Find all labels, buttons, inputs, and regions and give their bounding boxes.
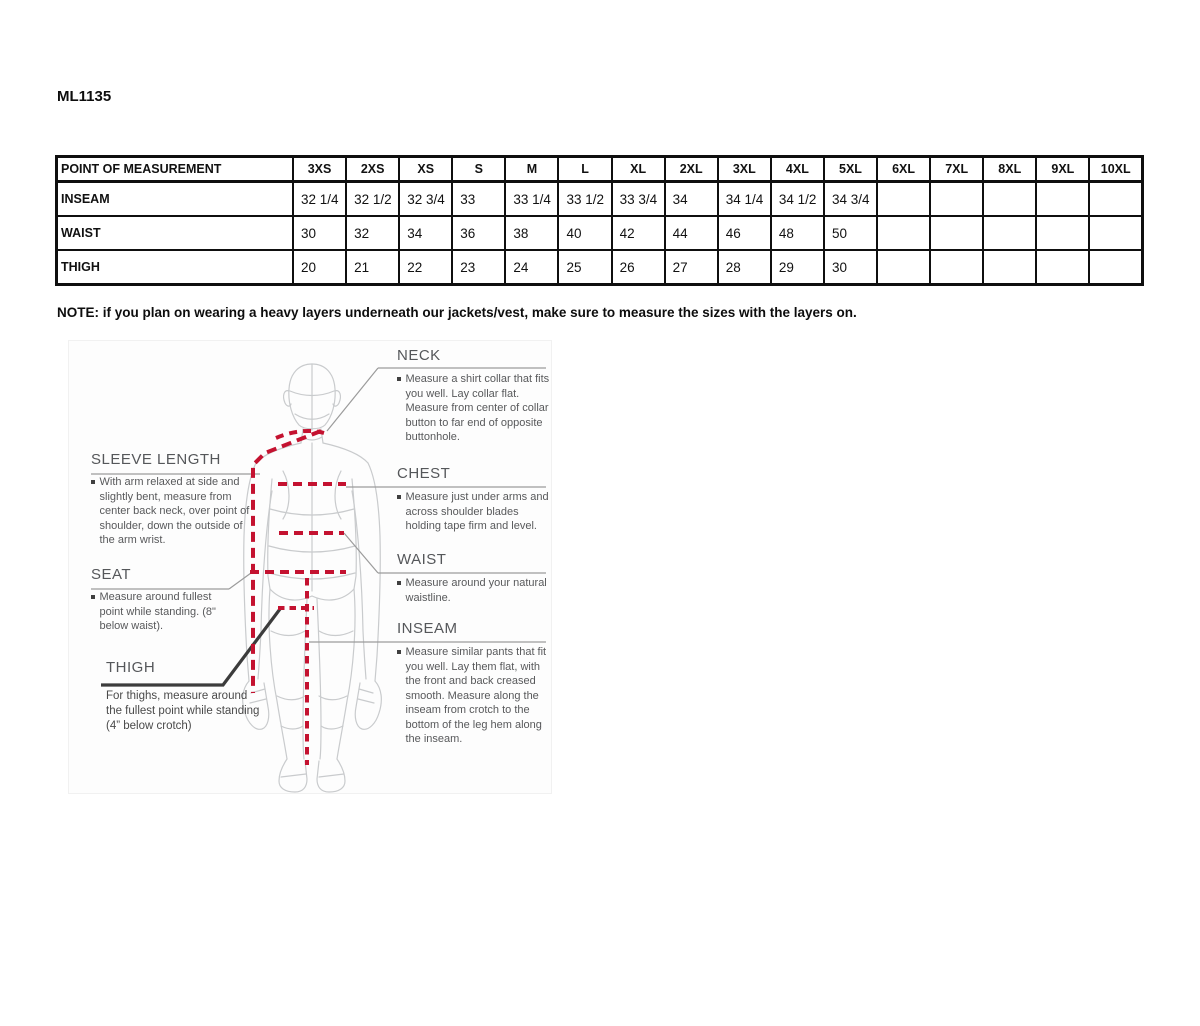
measurement-cell: 25	[558, 250, 611, 285]
seat-description: Measure around fullest point while standing. (8" below waist).	[99, 591, 216, 632]
measurement-cell: 34	[665, 182, 718, 217]
neck-annotation	[397, 347, 551, 445]
measurement-cell	[877, 250, 930, 285]
sleeve-length-description: With arm relaxed at side and slightly bent, measure from center back neck, over point of shoulder, down the outside of the arm wrist.	[99, 476, 250, 546]
waist-description: Measure around your natural waistline.	[405, 577, 547, 604]
measurement-cell	[1036, 182, 1089, 217]
measurement-cell: 44	[665, 216, 718, 250]
bullet-icon	[397, 377, 401, 381]
sleeve-length-annotation	[91, 451, 257, 548]
measurement-cell: 36	[452, 216, 505, 250]
chest-description: Measure just under arms and across shoulder blades holding tape firm and level.	[405, 491, 549, 532]
measurement-cell	[930, 250, 983, 285]
column-header-3xs: 3XS	[293, 157, 346, 182]
inseam-label: INSEAM	[397, 620, 458, 637]
column-header-2xl: 2XL	[665, 157, 718, 182]
bullet-icon	[397, 650, 401, 654]
mannequin-outline	[243, 364, 382, 792]
measurement-cell: 32	[346, 216, 399, 250]
waist-connector-line	[344, 533, 378, 573]
measurement-cell: 32 3/4	[399, 182, 452, 217]
measurement-cell	[983, 250, 1036, 285]
inseam-description: Measure similar pants that fit you well. Lay them flat, with the front and back creased smooth. Measure along the inseam from crotch to the bottom of the leg hem along the inseam.	[405, 646, 547, 745]
chest-label: CHEST	[397, 465, 451, 482]
column-header-point-of-measurement: POINT OF MEASUREMENT	[57, 157, 294, 182]
measurement-cell: 33 1/2	[558, 182, 611, 217]
measurement-cell: 30	[824, 250, 877, 285]
measurement-cell: 33	[452, 182, 505, 217]
measurement-cell: 33 1/4	[505, 182, 558, 217]
measurement-cell: 27	[665, 250, 718, 285]
column-header-9xl: 9XL	[1036, 157, 1089, 182]
bullet-icon	[91, 595, 95, 599]
measurement-cell: 34 1/2	[771, 182, 824, 217]
chest-annotation	[397, 465, 555, 534]
seat-annotation	[91, 566, 233, 634]
measurement-cell: 20	[293, 250, 346, 285]
measurement-cell: 33 3/4	[612, 182, 665, 217]
measurement-cell: 48	[771, 216, 824, 250]
neck-description: Measure a shirt collar that fits you well. Lay collar flat. Measure from center of collar button to far end of opposite buttonhole.	[405, 373, 550, 443]
row-label: WAIST	[57, 216, 294, 250]
measurement-cell	[877, 216, 930, 250]
column-header-8xl: 8XL	[983, 157, 1036, 182]
table-row-thigh	[57, 250, 1143, 285]
measurement-cell	[930, 216, 983, 250]
column-header-6xl: 6XL	[877, 157, 930, 182]
measurement-cell: 42	[612, 216, 665, 250]
thigh-description: For thighs, measure around the fullest point while standing (4” below crotch)	[106, 690, 260, 732]
table-row-waist	[57, 216, 1143, 250]
measurement-cell: 40	[558, 216, 611, 250]
measurement-cell	[1089, 216, 1142, 250]
measurement-cell	[1089, 250, 1142, 285]
measurement-cell	[1036, 216, 1089, 250]
measurement-cell: 34 3/4	[824, 182, 877, 217]
sleeve-measure-line	[253, 431, 321, 693]
measurement-cell	[983, 216, 1036, 250]
measurement-cell: 24	[505, 250, 558, 285]
measurement-cell: 28	[718, 250, 771, 285]
column-header-5xl: 5XL	[824, 157, 877, 182]
size-measurement-table	[55, 155, 1144, 286]
measurement-cell: 21	[346, 250, 399, 285]
column-header-s: S	[452, 157, 505, 182]
row-label: THIGH	[57, 250, 294, 285]
bullet-icon	[397, 495, 401, 499]
measurement-cell: 34 1/4	[718, 182, 771, 217]
page-title: ML1135	[57, 88, 112, 105]
measurement-cell: 38	[505, 216, 558, 250]
measurement-cell	[1036, 250, 1089, 285]
measurement-cell: 46	[718, 216, 771, 250]
measurement-cell: 30	[293, 216, 346, 250]
measurement-cell: 50	[824, 216, 877, 250]
measurement-lines	[250, 431, 346, 765]
measurement-cell: 32 1/4	[293, 182, 346, 217]
column-header-xl: XL	[612, 157, 665, 182]
measurement-cell	[983, 182, 1036, 217]
column-header-4xl: 4XL	[771, 157, 824, 182]
thigh-annotation	[106, 659, 260, 734]
measurement-cell: 22	[399, 250, 452, 285]
measurement-cell	[930, 182, 983, 217]
table-row-inseam	[57, 182, 1143, 217]
column-header-7xl: 7XL	[930, 157, 983, 182]
note-text: NOTE: if you plan on wearing a heavy layers underneath our jackets/vest, make sure to measure the sizes with the layers on.	[57, 305, 857, 320]
measurement-diagram	[68, 340, 552, 794]
waist-annotation	[397, 551, 551, 605]
measurement-cell	[1089, 182, 1142, 217]
column-header-l: L	[558, 157, 611, 182]
seat-label: SEAT	[91, 566, 132, 583]
column-header-2xs: 2XS	[346, 157, 399, 182]
column-header-xs: XS	[399, 157, 452, 182]
measurement-cell: 29	[771, 250, 824, 285]
thigh-label: THIGH	[106, 659, 156, 676]
measurement-cell: 32 1/2	[346, 182, 399, 217]
neck-label: NECK	[397, 347, 441, 364]
sleeve-length-label: SLEEVE LENGTH	[91, 451, 221, 468]
measurement-cell: 34	[399, 216, 452, 250]
measurement-cell	[877, 182, 930, 217]
column-header-m: M	[505, 157, 558, 182]
bullet-icon	[397, 581, 401, 585]
measurement-cell: 26	[612, 250, 665, 285]
measurement-cell: 23	[452, 250, 505, 285]
waist-label: WAIST	[397, 551, 447, 568]
inseam-annotation	[397, 620, 553, 747]
table-header-row	[57, 157, 1143, 182]
column-header-10xl: 10XL	[1089, 157, 1142, 182]
bullet-icon	[91, 480, 95, 484]
column-header-3xl: 3XL	[718, 157, 771, 182]
row-label: INSEAM	[57, 182, 294, 217]
